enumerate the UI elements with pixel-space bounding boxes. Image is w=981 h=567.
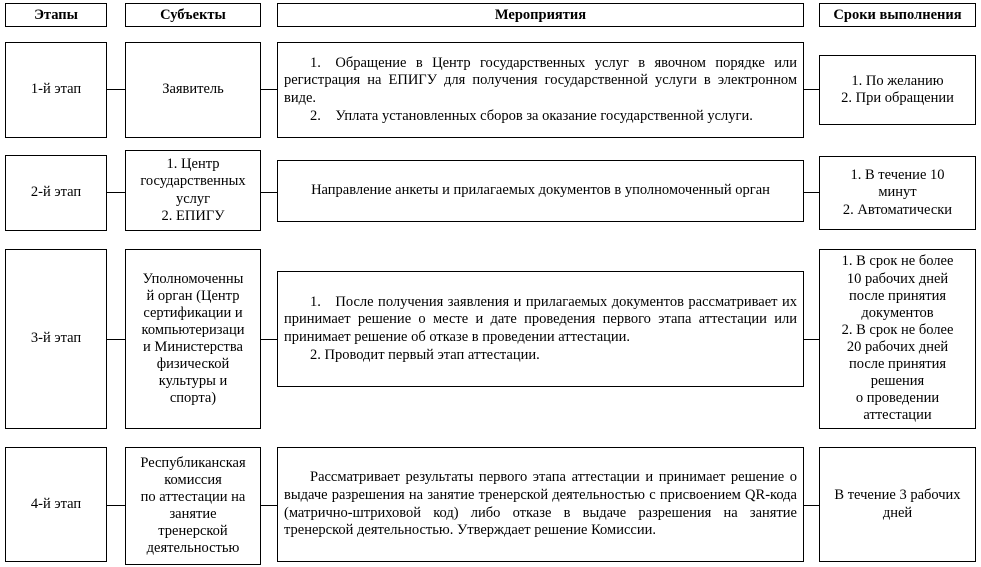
subject-line: 2. ЕПИГУ	[161, 207, 225, 224]
deadline-item: 2. Автоматически	[842, 201, 953, 218]
activity-list-4	[278, 469, 803, 540]
activity-item: 1. Обращение в Центр государственных услуг в явочном порядке или регистрация на ЕПИГУ для получения государственной услуги в электронном виде.	[284, 54, 797, 106]
header-activities-label: Мероприятия	[494, 6, 587, 23]
header-subjects	[125, 3, 261, 27]
activity-list-1	[278, 55, 803, 126]
deadline-item: 20 рабочих дней	[846, 339, 949, 355]
activity-item: Направление анкеты и прилагаемых документов в уполномоченный орган	[311, 182, 770, 199]
connector-stage-subject-2	[107, 192, 125, 193]
connector-stage-subject-3	[107, 339, 125, 340]
header-deadlines	[819, 3, 976, 27]
deadline-item: документов	[861, 304, 934, 321]
subject-line: сертификации и	[143, 304, 243, 321]
activity-item: 2. Проводит первый этап аттестации.	[310, 346, 540, 363]
subject-list-2	[126, 156, 260, 224]
stage-label-1: 1-й этап	[30, 81, 82, 98]
deadline-item: 1. В срок не более	[841, 253, 954, 270]
subject-line: по аттестации на	[140, 488, 246, 505]
subject-box-3	[125, 249, 261, 429]
activity-box-3	[277, 271, 804, 387]
stage-box-3	[5, 249, 107, 429]
deadline-item: В течение 3 рабочих	[834, 487, 961, 504]
connector-stage-subject-4	[107, 505, 125, 506]
activity-item: 2. Уплата установленных сборов за оказание государственной услуги.	[310, 107, 753, 124]
deadline-item: 1. В течение 10	[850, 167, 945, 184]
subject-box-4	[125, 447, 261, 565]
connector-activity-deadline-4	[804, 505, 819, 506]
subject-list-4	[126, 455, 260, 558]
subject-list-3	[126, 271, 260, 408]
subject-label-1: Заявитель	[162, 81, 224, 98]
activity-item: 1. После получения заявления и прилагаемых документов рассматривает их принимает решение о месте и дате проведения первого этапа аттестации или принимает решение об отказе в проведении аттестации.	[284, 293, 797, 345]
activity-list-2	[278, 182, 803, 199]
activity-list-3	[278, 294, 803, 365]
stage-label-3: 3-й этап	[30, 330, 82, 347]
subject-line: 1. Центр	[166, 156, 220, 173]
activity-box-4	[277, 447, 804, 562]
subject-line: комиссия	[164, 471, 222, 488]
header-subjects-label: Субъекты	[160, 6, 226, 23]
activity-box-1	[277, 42, 804, 138]
header-deadlines-label: Сроки выполнения	[833, 6, 962, 23]
subject-line: тренерской	[158, 523, 228, 540]
deadline-item: аттестации	[863, 407, 932, 424]
connector-subject-activity-3	[261, 339, 277, 340]
header-stages-label: Этапы	[34, 6, 78, 23]
stage-label-4: 4-й этап	[30, 495, 82, 512]
deadline-box-2	[819, 156, 976, 230]
stage-box-4	[5, 447, 107, 562]
header-activities	[277, 3, 804, 27]
deadline-item: минут	[878, 184, 917, 201]
subject-line: спорта)	[169, 390, 217, 407]
activity-box-2	[277, 160, 804, 222]
connector-subject-activity-1	[261, 89, 277, 90]
subject-line: й орган (Центр	[146, 287, 240, 304]
deadline-list-2	[820, 167, 975, 218]
subject-box-2	[125, 150, 261, 231]
connector-activity-deadline-1	[804, 89, 819, 90]
deadline-box-1	[819, 55, 976, 125]
deadline-item: после принятия	[848, 287, 947, 304]
stage-label-2: 2-й этап	[30, 184, 82, 201]
connector-activity-deadline-2	[804, 192, 819, 193]
deadline-item: 2. При обращении	[841, 90, 954, 106]
stage-box-2	[5, 155, 107, 231]
deadline-list-3	[820, 253, 975, 424]
subject-line: и Министерства	[143, 339, 243, 355]
deadline-item: 2. В срок не более	[841, 321, 954, 338]
subject-line: Республиканская	[140, 454, 246, 471]
subject-line: деятельностью	[146, 540, 240, 557]
subject-line: компьютеризаци	[141, 321, 245, 338]
connector-activity-deadline-3	[804, 339, 819, 340]
deadline-item: решения	[870, 373, 925, 390]
deadline-item: дней	[882, 504, 913, 521]
subject-line: физической	[156, 356, 230, 373]
deadline-box-3	[819, 249, 976, 429]
deadline-list-1	[820, 73, 975, 107]
subject-box-1	[125, 42, 261, 138]
deadline-item: о проведении	[855, 390, 940, 407]
header-stages	[5, 3, 107, 27]
deadline-item: 10 рабочих дней	[846, 270, 949, 287]
subject-line: государственных	[140, 173, 246, 190]
deadline-box-4	[819, 447, 976, 562]
stage-box-1	[5, 42, 107, 138]
deadline-list-4	[820, 487, 975, 521]
connector-subject-activity-4	[261, 505, 277, 506]
deadline-item: после принятия	[848, 356, 947, 373]
subject-line: услуг	[175, 190, 211, 207]
subject-line: занятие	[169, 506, 217, 522]
deadline-item: 1. По желанию	[851, 72, 944, 89]
subject-line: культуры и	[158, 373, 228, 390]
subject-line: Уполномоченны	[142, 270, 244, 287]
activity-item: Рассматривает результаты первого этапа аттестации и принимает решение о выдаче разрешения на занятие тренерской деятельностью с присвоением QR-кода (матрично-штриховой код) либо отказе в выдаче разрешения на занятие тренерской деятельностью. Утверждает решение Комиссии.	[284, 469, 797, 539]
connector-stage-subject-1	[107, 89, 125, 90]
connector-subject-activity-2	[261, 192, 277, 193]
